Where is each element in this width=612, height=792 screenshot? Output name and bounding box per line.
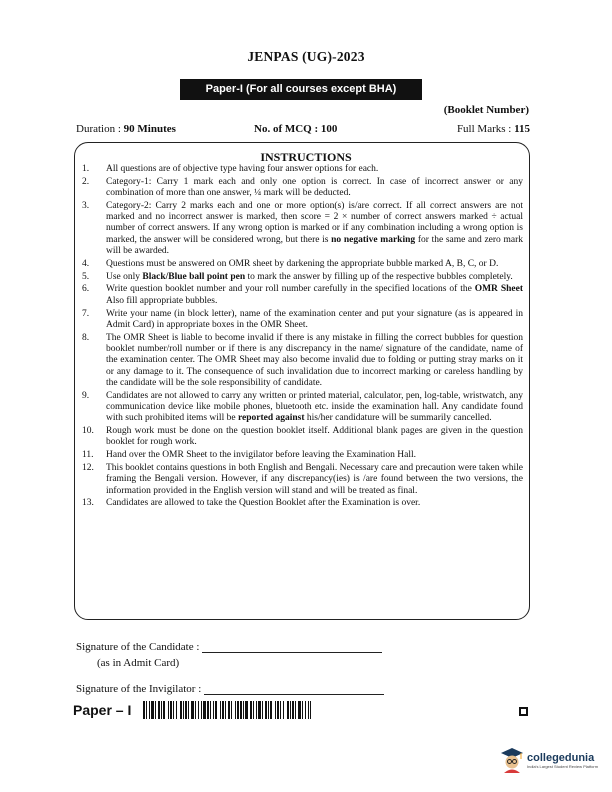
instruction-number: 7. (82, 308, 90, 319)
instruction-text: Rough work must be done on the question booklet itself. Additional blank pages are given in the question booklet for rough work. (106, 426, 523, 448)
instruction-number: 8. (82, 332, 90, 343)
brand-name: collegedunia (527, 751, 595, 764)
instruction-text: Category-1: Carry 1 mark each and only one option is correct. In case of incorrect answer or any combination of more than one answer, ¼ mark will be deducted. (106, 176, 523, 199)
instruction-item (82, 201, 523, 257)
instruction-text (106, 284, 523, 307)
instruction-number: 5. (82, 271, 90, 282)
barcode (143, 701, 311, 719)
instruction-text: Hand over the OMR Sheet to the invigilator before leaving the Examination Hall. (106, 450, 416, 461)
instruction-text-part: to mark the answer by filling up of the respective bubbles completely. (245, 271, 513, 282)
instruction-item (82, 426, 523, 449)
instruction-text (106, 201, 523, 257)
full-marks (457, 123, 530, 135)
instruction-item (82, 333, 523, 389)
instruction-text: Candidates are allowed to take the Question Booklet after the Examination is over. (106, 498, 421, 509)
instruction-number: 12. (82, 462, 94, 473)
duration-value: 90 Minutes (123, 123, 176, 135)
footer-paper-label: Paper – I (73, 702, 132, 718)
instruction-text: Write your name (in block letter), name of the examination center and put your signature (as is appeared in Admit Card) in appropriate boxes in the OMR Sheet. (106, 308, 523, 330)
instruction-item (82, 272, 523, 283)
instruction-text (106, 272, 523, 283)
instruction-item (82, 309, 523, 332)
instruction-emphasis: Black/Blue ball point pen (142, 271, 246, 282)
invigilator-signature-row (76, 682, 384, 695)
invigilator-signature-label: Signature of the Invigilator : (76, 683, 202, 695)
instruction-number: 6. (82, 284, 90, 295)
instruction-item (82, 391, 523, 425)
instruction-number: 1. (82, 164, 90, 174)
candidate-signature-label: Signature of the Candidate : (76, 641, 200, 653)
instruction-text: This booklet contains questions in both English and Bengali. Necessary care and precaution were taken while framing the Bengali version. However, if any discrepancy(ies) is /are found between the two versions, the information provided in the English version will stand and will be treated as final. (106, 462, 523, 496)
candidate-signature-row (76, 640, 382, 653)
instruction-number: 9. (82, 390, 90, 401)
instruction-item (82, 450, 523, 461)
instruction-item (82, 463, 523, 497)
instruction-text-part: Category-2: Carry 2 marks each and one or more option(s) is/are correct. If all correct answers are not marked and no incorrect answer is marked, then score = 2 × number of correct answers marked ÷ actual number of correct answers. If any wrong option is marked or if any combination including a wrong option is marked, the answer will be considered wrong, but there is (106, 200, 523, 245)
instruction-number: 2. (82, 176, 90, 187)
instruction-emphasis: OMR Sheet (474, 284, 523, 295)
instruction-number: 10. (82, 426, 94, 437)
instruction-text-part: Also fill appropriate bubbles. (106, 295, 218, 306)
instruction-item (82, 259, 523, 270)
instruction-item (82, 177, 523, 200)
duration (76, 123, 176, 135)
instruction-emphasis: no negative marking (331, 234, 416, 245)
instruction-text-part: for the same and zero mark will be awarded. (106, 234, 523, 257)
instructions-list (82, 164, 523, 511)
brand-tagline: India's Largest Student Review Platform (527, 763, 599, 769)
marks-label: Full Marks : (456, 123, 515, 135)
square-icon (519, 707, 528, 716)
instruction-text (106, 391, 523, 425)
instruction-text-part: Write question booklet number and your roll number carefully in the specified locations of the (106, 284, 475, 295)
marks-value: 115 (514, 123, 530, 135)
instruction-text: Questions must be answered on OMR sheet by darkening the appropriate bubble marked A, B, C, or D. (106, 258, 499, 269)
mascot-icon (500, 747, 524, 773)
instruction-item (82, 284, 523, 307)
instruction-item (82, 498, 523, 509)
instruction-item (82, 164, 523, 175)
instruction-number: 11. (82, 450, 94, 461)
instructions-heading: INSTRUCTIONS (260, 150, 352, 164)
instruction-number: 4. (82, 258, 90, 269)
instruction-number: 3. (82, 200, 90, 211)
mcq-count: No. of MCQ : 100 (254, 123, 338, 135)
candidate-signature-note: (as in Admit Card) (97, 657, 180, 669)
invigilator-signature-line (204, 682, 384, 695)
instruction-number: 13. (82, 498, 94, 509)
duration-label: Duration : (76, 123, 124, 135)
instruction-text: All questions are of objective type having four answer options for each. (106, 164, 379, 174)
instruction-emphasis: reported against (237, 413, 305, 424)
candidate-signature-line (202, 640, 382, 653)
instruction-text-part: Candidates are not allowed to carry any written or printed material, calculator, pen, log-table, wristwatch, any communication device like mobile phones, bluetooth etc. inside the examination hall. Any candidate found with such prohibited items will be (106, 390, 523, 424)
collegedunia-logo (500, 747, 598, 773)
instruction-text-part: his/her candidature will be summarily cancelled. (304, 413, 492, 424)
instruction-text: The OMR Sheet is liable to become invalid if there is any mistake in filling the correct bubbles for question booklet number/roll number or if there is any discrepancy in the name/ signature of the candidate, name of the examination center. The OMR Sheet may also become invalid due to folding or putting stray marks on it or any damage to it. The consequence of such invalidation due to incorrect marking or careless handling by the candidate will be the sole responsibility of candidate. (106, 332, 523, 388)
instruction-text-part: Use only (106, 271, 143, 282)
booklet-number-label: (Booklet Number) (443, 104, 529, 116)
paper-label-box: Paper-I (For all courses except BHA) (180, 79, 422, 100)
exam-title: JENPAS (UG)-2023 (247, 49, 365, 64)
